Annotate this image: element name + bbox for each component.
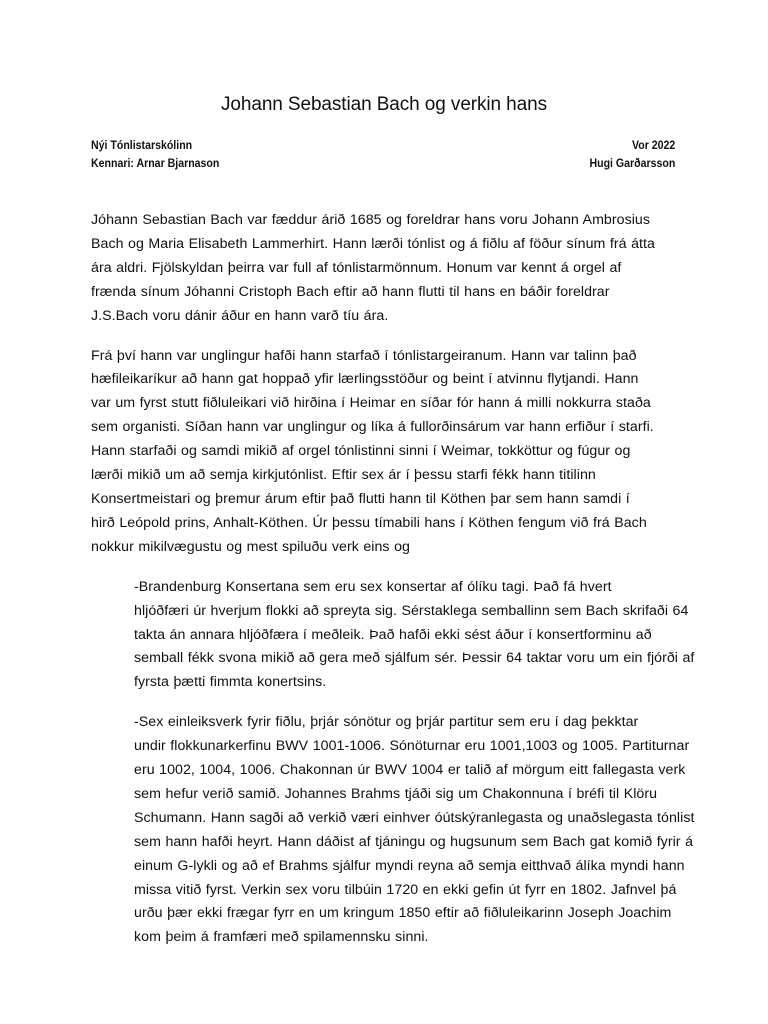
author-name: Hugi Garðarsson <box>589 158 675 170</box>
paragraph-line: hæfileikaríkur að hann gat hoppað yfir lærlingsstöður og beint í atvinnu flytjandi. Hann <box>91 371 639 388</box>
paragraph-line: Bach og Maria Elisabeth Lammerhirt. Hann lærði tónlist og á fiðlu af föður sínum frá átta <box>91 235 655 252</box>
paragraph-line: hljóðfæri úr hverjum flokki að spreyta sig. Sérstaklega semballinn sem Bach skrifaði 64 <box>134 602 689 619</box>
paragraph <box>91 711 695 950</box>
paragraph-line: hirð Leópold prins, Anhalt-Köthen. Úr þessu tímabili hans í Köthen fengum við frá Bach <box>91 514 647 531</box>
header-right-block <box>589 137 675 173</box>
paragraph-line: Schumann. Hann sagði að verkið væri einhver óútskýranlegasta og unaðslegasta tónlist <box>134 809 695 826</box>
paragraph-line: sem organisti. Síðan hann var unglingur og líka á fullorðinsárum var hann erfiður í starfi. <box>91 419 654 436</box>
paragraph-line: nokkur mikilvægustu og mest spiluðu verk eins og <box>91 538 410 555</box>
paragraph <box>91 576 695 696</box>
paragraph-line: Frá því hann var unglingur hafði hann starfað í tónlistargeiranum. Hann var talinn það <box>91 347 637 364</box>
paragraph <box>91 345 691 560</box>
paragraph-line: var um fyrst stutt fiðluleikari við hirðina í Heimar en síðar fór hann á milli nokkurra staða <box>91 395 651 412</box>
paragraph-line: Jóhann Sebastian Bach var fæddur árið 1685 og foreldrar hans voru Johann Ambrosius <box>91 212 651 228</box>
paragraph <box>91 209 691 329</box>
paragraph-line: Hann starfaði og samdi mikið af orgel tónlistinni sinni í Weimar, tokköttur og fúgur og <box>91 443 631 460</box>
paragraph-line: missa vitið fyrst. Verkin sex voru tilbúin 1720 en ekki gefin út fyrr en 1802. Jafnvel þá <box>134 881 677 898</box>
paragraph-line: undir flokkunarkerfinu BWV 1001-1006. Sónöturnar eru 1001,1003 og 1005. Partiturnar <box>134 738 690 755</box>
paragraph-line: J.S.Bach voru dánir áður en hann varð tíu ára. <box>91 307 389 324</box>
paragraph-line: -Sex einleiksverk fyrir fiðlu, þrjár sónötur og þrjár partitur sem eru í dag þekktar <box>134 714 639 731</box>
paragraph-line: semball fékk svona mikið að gera með sjálfum sér. Þessir 64 taktar voru um ein fjórði af <box>134 650 695 667</box>
paragraph-line: urðu þær ekki frægar fyrr en um kringum 1850 eftir að fiðluleikarinn Joseph Joachim <box>134 905 672 922</box>
paragraph-line: -Brandenburg Konsertana sem eru sex konsertar af ólíku tagi. Það fá hvert <box>134 578 612 595</box>
paragraph-line: fyrsta þætti fimmta konertsins. <box>134 674 327 691</box>
term-label: Vor 2022 <box>631 140 675 152</box>
teacher-name: Kennari: Arnar Bjarnason <box>91 158 220 170</box>
paragraph-line: kom þeim á framfæri með spilamennsku sinni. <box>134 929 429 946</box>
school-name: Nýi Tónlistarskólinn <box>91 140 193 152</box>
paragraph-line: sem hefur verið samið. Johannes Brahms tjáði sig um Chakonnuna í bréfi til Klöru <box>134 785 658 802</box>
paragraph-line: lærði mikið um að semja kirkjutónlist. Eftir sex ár í þessu starfi fékk hann titilinn <box>91 467 596 484</box>
paragraph-line: frænda sínum Jóhanni Cristoph Bach eftir að hann flutti til hans en báðir foreldrar <box>91 283 610 300</box>
paragraph-line: eru 1002, 1004, 1006. Chakonnan úr BWV 1004 er talið af mörgum eitt fallegasta verk <box>134 762 686 779</box>
paragraph-line: sem hann hafði heyrt. Hann dáðist af tjáningu og hugsunum sem Bach gat komið fyrir á <box>134 833 694 850</box>
header-left-block <box>91 137 219 173</box>
paragraph-line: ára aldri. Fjölskyldan þeirra var full af tónlistarmönnum. Honum var kennt á orgel af <box>91 259 622 276</box>
document-body <box>91 209 695 966</box>
document-title: Johann Sebastian Bach og verkin hans <box>221 94 547 115</box>
paragraph-line: takta án annara hljóðfæra í meðleik. Það hafði ekki sést áður í konsertforminu að <box>134 626 652 643</box>
paragraph-line: Konsertmeistari og þremur árum eftir það flutti hann til Köthen þar sem hann samdi í <box>91 490 630 507</box>
paragraph-line: einum G-lykli og að ef Brahms sjálfur myndi reyna að semja eitthvað álíka myndi hann <box>134 857 685 874</box>
